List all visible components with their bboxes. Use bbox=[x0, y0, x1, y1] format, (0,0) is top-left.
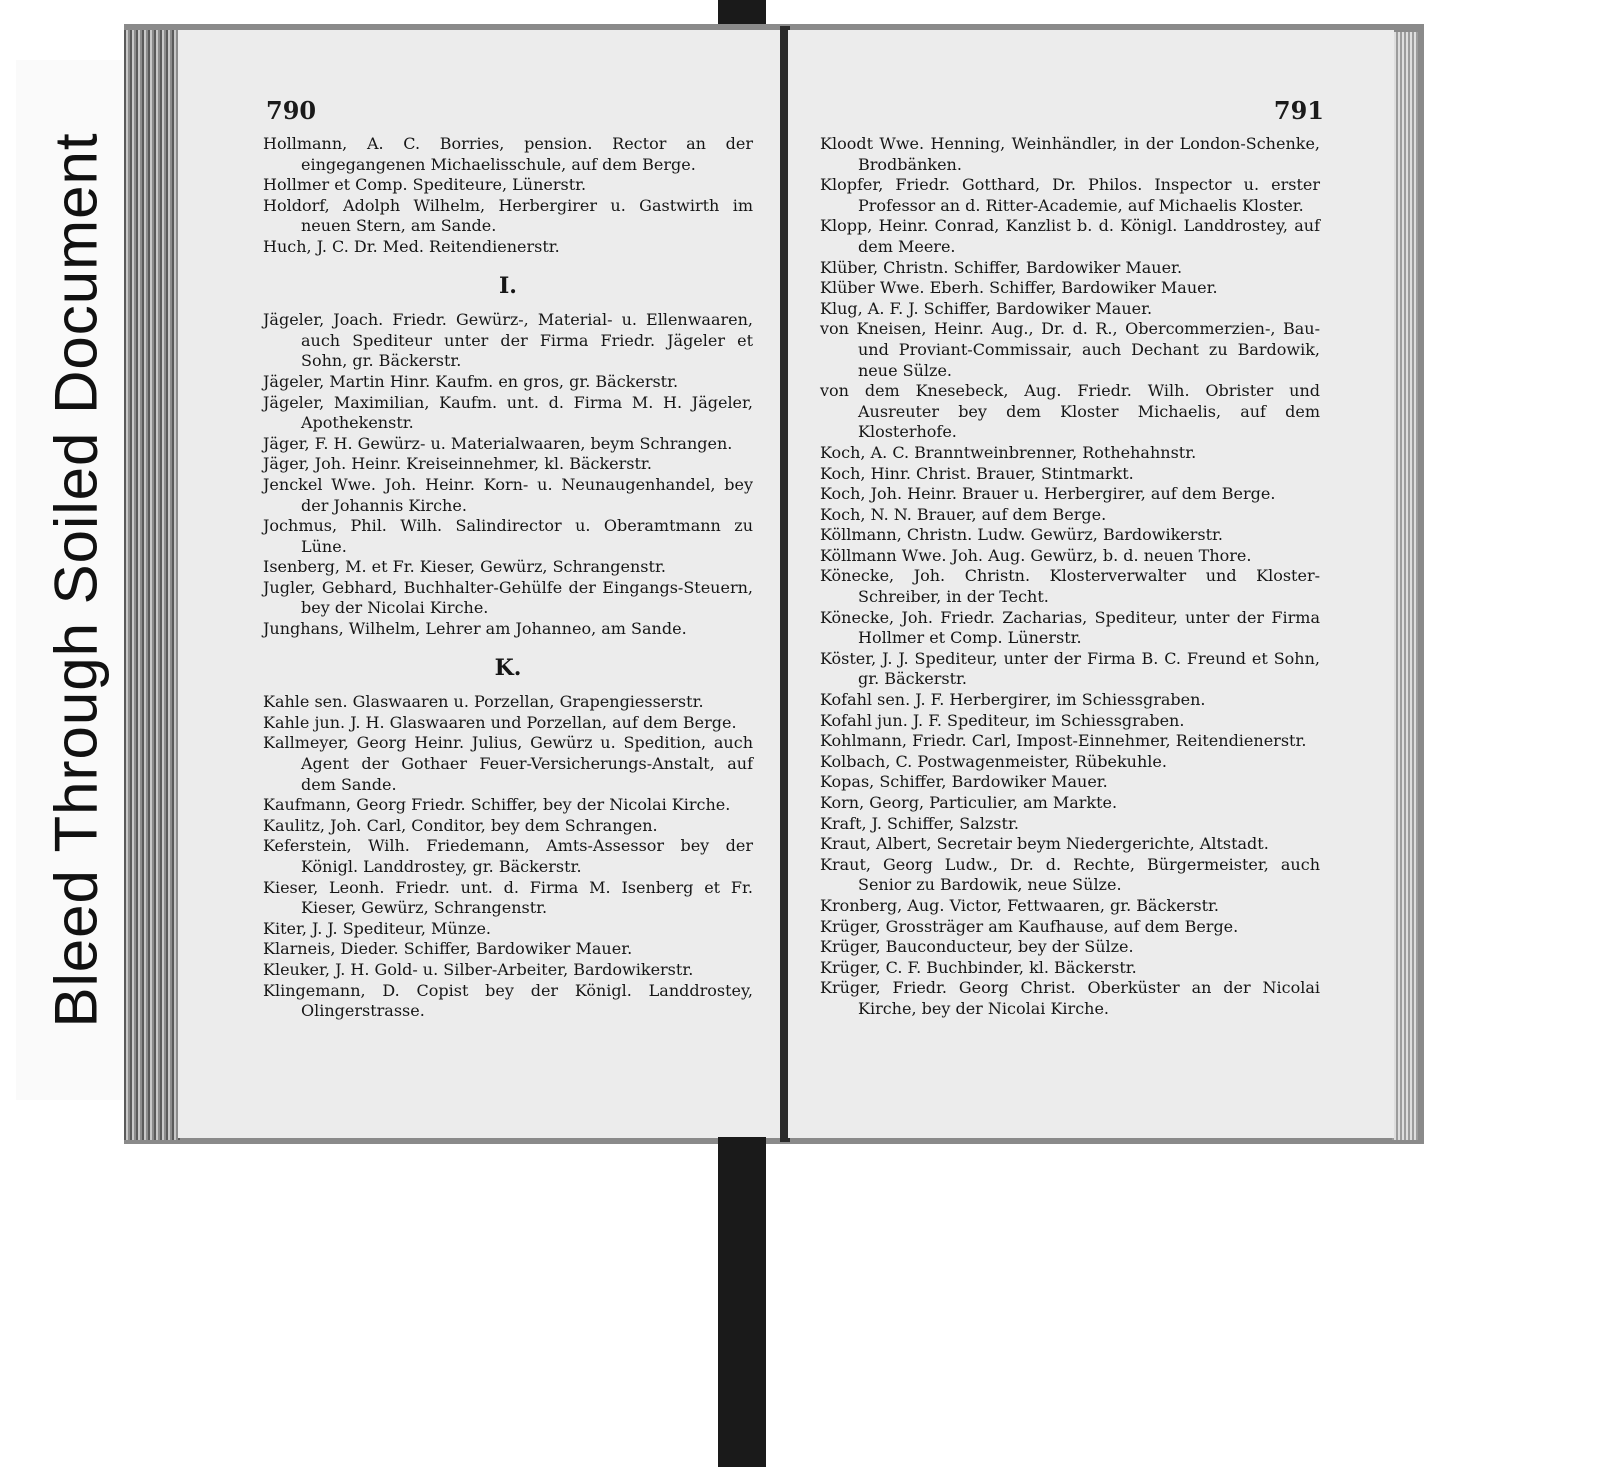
directory-entry: Klingemann, D. Copist bey der Königl. Landdrostey, Olingerstrasse. bbox=[263, 980, 753, 1021]
directory-entry: Kaulitz, Joh. Carl, Conditor, bey dem Schrangen. bbox=[263, 815, 658, 835]
directory-entry: Koch, Joh. Heinr. Brauer u. Herbergirer, auf dem Berge. bbox=[820, 484, 1276, 504]
directory-entry: Klopfer, Friedr. Gotthard, Dr. Philos. Inspector u. erster Professor an d. Ritter-Academie, auf Michaelis Kloster. bbox=[820, 175, 1320, 215]
right-page-edges bbox=[1392, 32, 1418, 1140]
section-heading-i: I. bbox=[499, 272, 517, 299]
directory-entry: Jäger, Joh. Heinr. Kreiseinnehmer, kl. Bäckerstr. bbox=[263, 454, 652, 474]
directory-entry: Koch, A. C. Branntweinbrenner, Rothehahnstr. bbox=[820, 442, 1197, 462]
side-label bbox=[16, 60, 136, 1100]
directory-entry: Hollmer et Comp. Spediteure, Lünerstr. bbox=[263, 175, 587, 195]
directory-entry: Jäger, F. H. Gewürz- u. Materialwaaren, beym Schrangen. bbox=[263, 433, 733, 453]
directory-entry: Jochmus, Phil. Wilh. Salindirector u. Oberamtmann zu Lüne. bbox=[263, 516, 753, 556]
directory-entry: Klarneis, Dieder. Schiffer, Bardowiker Mauer. bbox=[263, 939, 633, 959]
right-page bbox=[788, 30, 1394, 1138]
right-page-column bbox=[820, 134, 1320, 1020]
directory-entry: Koch, Hinr. Christ. Brauer, Stintmarkt. bbox=[820, 463, 1134, 483]
directory-entry: Huch, J. C. Dr. Med. Reitendienerstr. bbox=[263, 236, 560, 256]
directory-entry: Köster, J. J. Spediteur, unter der Firma B. C. Freund et Sohn, gr. Bäckerstr. bbox=[820, 648, 1320, 689]
directory-entry: Kloodt Wwe. Henning, Weinhändler, in der London-Schenke, Brodbänken. bbox=[820, 134, 1320, 174]
directory-entry: Koch, N. N. Brauer, auf dem Berge. bbox=[820, 504, 1107, 524]
directory-entry: Kieser, Leonh. Friedr. unt. d. Firma M. Isenberg et Fr. Kieser, Gewürz, Schrangenstr. bbox=[263, 877, 753, 918]
directory-entry: von Kneisen, Heinr. Aug., Dr. d. R., Obercommerzien-, Bau- und Proviant-Commissair, auch Dechant zu Bardowik, neue Sülze. bbox=[820, 319, 1320, 380]
directory-entry: Junghans, Wilhelm, Lehrer am Johanneo, am Sande. bbox=[263, 619, 687, 639]
directory-entry: Jägeler, Martin Hinr. Kaufm. en gros, gr. Bäckerstr. bbox=[263, 371, 679, 391]
directory-entry: Kraft, J. Schiffer, Salzstr. bbox=[820, 813, 1019, 833]
left-page bbox=[178, 30, 782, 1138]
directory-entry: Jugler, Gebhard, Buchhalter-Gehülfe der Eingangs-Steuern, bey der Nicolai Kirche. bbox=[263, 577, 753, 618]
directory-entry: Kolbach, C. Postwagenmeister, Rübekuhle. bbox=[820, 751, 1167, 771]
left-page-number: 790 bbox=[266, 96, 317, 125]
side-label-text: Bleed Through Soiled Document bbox=[42, 132, 110, 1028]
directory-entry: Kraut, Georg Ludw., Dr. d. Rechte, Bürgermeister, auch Senior zu Bardowik, neue Sülze. bbox=[820, 854, 1320, 895]
directory-entry: Kronberg, Aug. Victor, Fettwaaren, gr. Bäckerstr. bbox=[820, 895, 1219, 915]
directory-entry: Klüber Wwe. Eberh. Schiffer, Bardowiker Mauer. bbox=[820, 278, 1218, 298]
directory-entry: Hollmann, A. C. Borries, pension. Rector an der eingegangenen Michaelisschule, auf dem Berge. bbox=[263, 134, 753, 174]
directory-entry: Jägeler, Maximilian, Kaufm. unt. d. Firma M. H. Jägeler, Apothekenstr. bbox=[263, 392, 753, 433]
directory-entry: Könecke, Joh. Friedr. Zacharias, Spediteur, unter der Firma Hollmer et Comp. Lünerstr. bbox=[820, 607, 1320, 648]
directory-entry: Holdorf, Adolph Wilhelm, Herbergirer u. Gastwirth im neuen Stern, am Sande. bbox=[263, 195, 753, 236]
directory-entry: Krüger, Friedr. Georg Christ. Oberküster an der Nicolai Kirche, bey der Nicolai Kirche. bbox=[820, 978, 1320, 1018]
directory-entry: Kaufmann, Georg Friedr. Schiffer, bey der Nicolai Kirche. bbox=[263, 795, 731, 815]
directory-entry: Klug, A. F. J. Schiffer, Bardowiker Mauer. bbox=[820, 298, 1153, 318]
directory-entry: Jägeler, Joach. Friedr. Gewürz-, Material- u. Ellenwaaren, auch Spediteur unter der Firma Friedr. Jägeler et Sohn, gr. Bäckerstr. bbox=[263, 310, 753, 371]
directory-entry: Kopas, Schiffer, Bardowiker Mauer. bbox=[820, 772, 1108, 792]
directory-entry: Kallmeyer, Georg Heinr. Julius, Gewürz u. Spedition, auch Agent der Gothaer Feuer-Versicherungs-Anstalt, auf dem Sande. bbox=[263, 733, 753, 794]
directory-entry: Kofahl jun. J. F. Spediteur, im Schiessgraben. bbox=[820, 710, 1185, 730]
directory-entry: Köllmann Wwe. Joh. Aug. Gewürz, b. d. neuen Thore. bbox=[820, 545, 1252, 565]
directory-entry: Krüger, Bauconducteur, bey der Sülze. bbox=[820, 937, 1134, 957]
directory-entry: Kahle sen. Glaswaaren u. Porzellan, Grapengiesserstr. bbox=[263, 692, 704, 712]
directory-entry: Könecke, Joh. Christn. Klosterverwalter und Kloster-Schreiber, in der Techt. bbox=[820, 566, 1320, 607]
right-page-number: 791 bbox=[1273, 96, 1324, 125]
left-page-edges bbox=[124, 30, 180, 1140]
directory-entry: Isenberg, M. et Fr. Kieser, Gewürz, Schrangenstr. bbox=[263, 557, 666, 577]
directory-entry: Köllmann, Christn. Ludw. Gewürz, Bardowikerstr. bbox=[820, 525, 1224, 545]
left-page-column bbox=[263, 134, 753, 1022]
directory-entry: Klüber, Christn. Schiffer, Bardowiker Mauer. bbox=[820, 257, 1183, 277]
spine-bottom bbox=[718, 1137, 766, 1467]
directory-entry: Kahle jun. J. H. Glaswaaren und Porzellan, auf dem Berge. bbox=[263, 712, 737, 732]
directory-entry: Krüger, C. F. Buchbinder, kl. Bäckerstr. bbox=[820, 957, 1137, 977]
directory-entry: Kraut, Albert, Secretair beym Niedergerichte, Altstadt. bbox=[820, 834, 1269, 854]
directory-entry: Kofahl sen. J. F. Herbergirer, im Schiessgraben. bbox=[820, 690, 1206, 710]
section-heading-k: K. bbox=[494, 654, 522, 681]
directory-entry: Kiter, J. J. Spediteur, Münze. bbox=[263, 918, 491, 938]
directory-entry: Klopp, Heinr. Conrad, Kanzlist b. d. Königl. Landdrostey, auf dem Meere. bbox=[820, 216, 1320, 256]
directory-entry: Kleuker, J. H. Gold- u. Silber-Arbeiter, Bardowikerstr. bbox=[263, 959, 694, 979]
directory-entry: Krüger, Grossträger am Kaufhause, auf dem Berge. bbox=[820, 916, 1239, 936]
directory-entry: Kohlmann, Friedr. Carl, Impost-Einnehmer, Reitendienerstr. bbox=[820, 731, 1307, 751]
directory-entry: Jenckel Wwe. Joh. Heinr. Korn- u. Neunaugenhandel, bey der Johannis Kirche. bbox=[263, 474, 753, 515]
directory-entry: von dem Knesebeck, Aug. Friedr. Wilh. Obrister und Ausreuter bey dem Kloster Michaelis, auf dem Klosterhofe. bbox=[820, 381, 1320, 442]
directory-entry: Keferstein, Wilh. Friedemann, Amts-Assessor bey der Königl. Landdrostey, gr. Bäckerstr. bbox=[263, 836, 753, 876]
directory-entry: Korn, Georg, Particulier, am Markte. bbox=[820, 793, 1118, 812]
